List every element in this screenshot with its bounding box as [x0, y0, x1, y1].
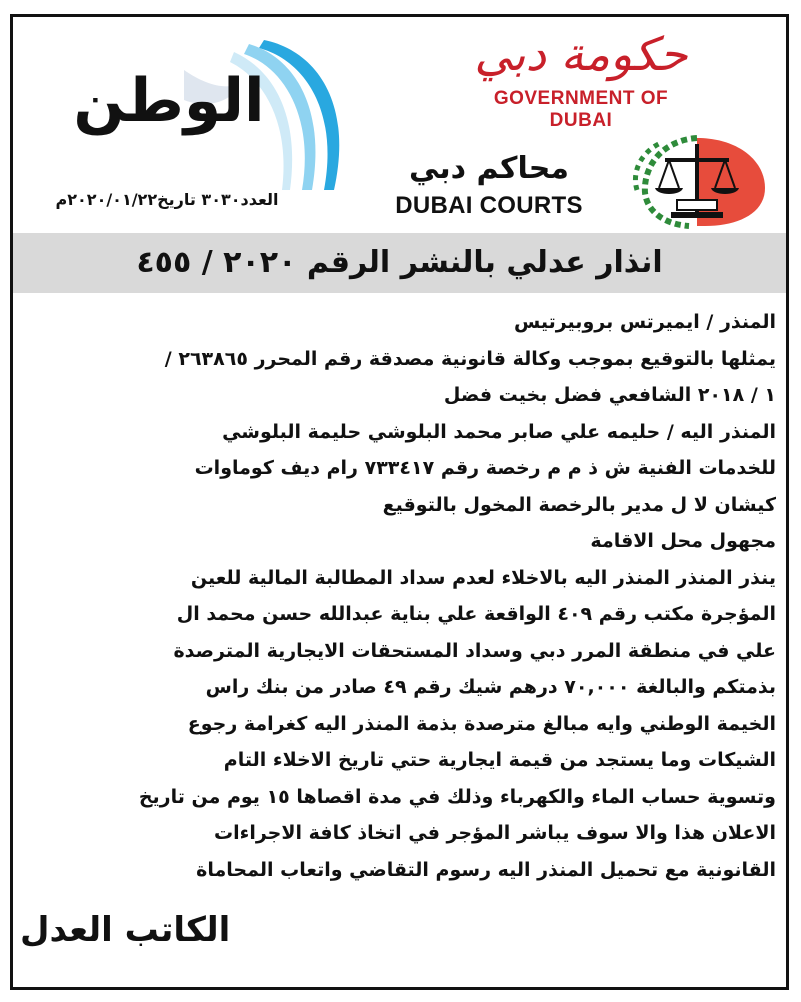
notice-line: ينذر المنذر المنذر اليه بالاخلاء لعدم سداد المطالبة المالية للعين	[190, 566, 776, 589]
notice-line: الخيمة الوطني وايه مبالغ مترصدة بذمة المنذر اليه كغرامة رجوع	[187, 712, 776, 735]
notice-line: الشيكات وما يستجد من قيمة ايجارية حتي تاريخ الاخلاء التام	[223, 749, 776, 771]
dubai-courts-logotype	[389, 150, 589, 220]
issue-number-date: العدد٣٠٣٠ تاريخ٢٠٢٠/٠١/٢٢م	[55, 190, 279, 209]
notice-line: الاعلان هذا والا سوف يباشر المؤجر في اتخاذ كافة الاجراءات	[214, 822, 776, 844]
notice-line: المؤجرة مكتب رقم ٤٠٩ الواقعة علي بناية عبدالله حسن محمد ال	[176, 603, 776, 625]
gov-arabic-logotype: حكومة دبي	[474, 27, 688, 81]
notice-line: ١ / ٢٠١٨ الشافعي فضل بخيت فضل	[443, 384, 776, 406]
notice-title: انذار عدلي بالنشر الرقم ٢٠٢٠ / ٤٥٥	[136, 245, 663, 280]
notice-line: بذمتكم والبالغة ٧٠,٠٠٠ درهم شيك رقم ٤٩ صادر من بنك راس	[205, 676, 776, 698]
notary-signature: الكاتب العدل	[20, 910, 231, 950]
notice-body	[24, 304, 776, 888]
notice-line: المنذر اليه / حليمه علي صابر محمد البلوشي حليمة البلوشي	[222, 420, 776, 443]
courts-arabic-name: محاكم دبي	[409, 151, 569, 186]
notice-line: وتسوية حساب الماء والكهرباء وذلك في مدة اقصاها ١٥ يوم من تاريخ	[138, 785, 776, 808]
courts-english-name: DUBAI COURTS	[395, 192, 583, 219]
notice-line: المنذر / ايميرتس بروبيرتيس	[513, 311, 776, 333]
notice-line: القانونية مع تحميل المنذر اليه رسوم التقاضي واتعاب المحاماة	[196, 858, 776, 881]
notice-line: مجهول محل الاقامة	[590, 530, 776, 552]
notice-line: علي في منطقة المرر دبي وسداد المستحقات الايجارية المترصدة	[173, 639, 776, 662]
newspaper-name: الوطن	[73, 66, 265, 136]
government-of-dubai-logo	[461, 24, 701, 131]
scales-of-justice-icon	[627, 130, 767, 230]
notice-line: كيشان لا ل مدير بالرخصة المخول بالتوقيع	[382, 493, 776, 516]
notice-line: للخدمات الفنية ش ذ م م رخصة رقم ٧٣٣٤١٧ رام ديف كوماوات	[194, 457, 776, 479]
gov-english-logotype: GOVERNMENT OF DUBAI	[493, 88, 669, 131]
notice-line: يمثلها بالتوقيع بموجب وكالة قانونية مصدقة رقم المحرر ٢٦٣٨٦٥ /	[164, 347, 776, 370]
notice-title-bar	[13, 233, 786, 293]
